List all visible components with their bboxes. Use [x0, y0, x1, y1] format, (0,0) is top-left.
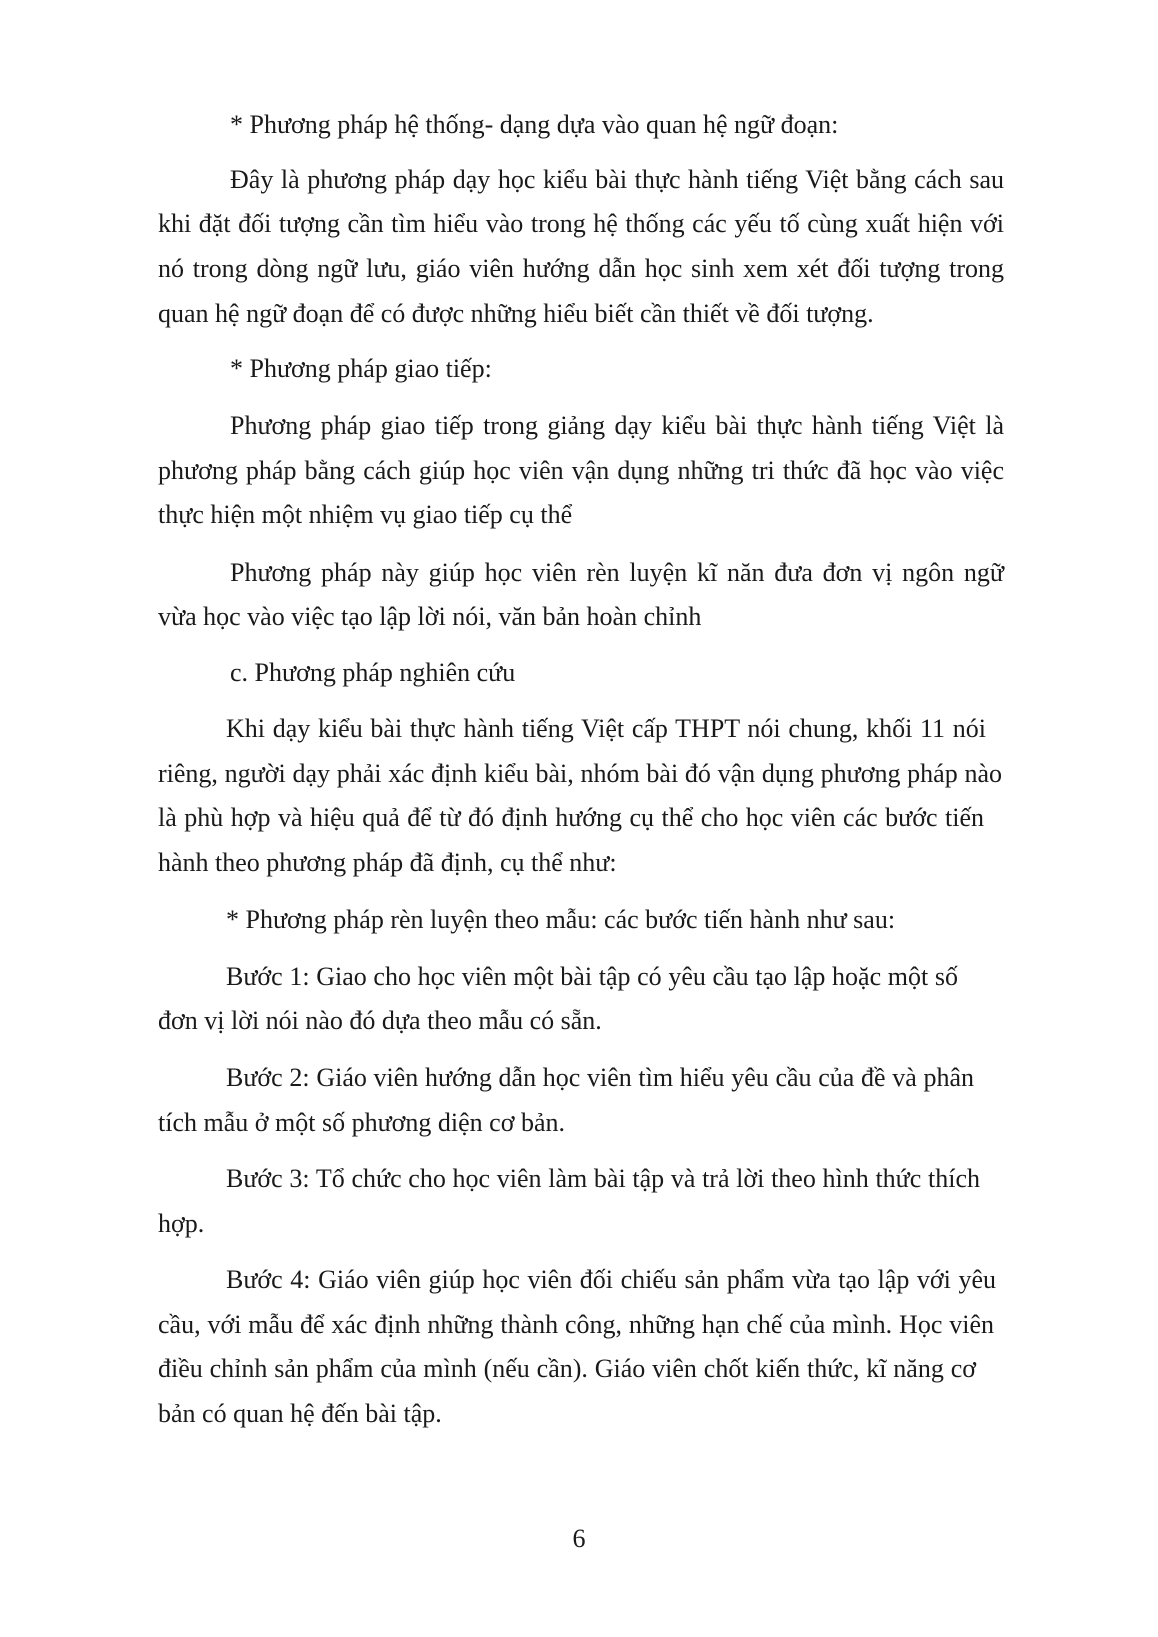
step-3-line: hợp. — [158, 1209, 205, 1238]
step-4-line: Bước 4: Giáo viên giúp học viên đối chiếu sản phẩm vừa tạo lập với yêu — [226, 1265, 996, 1294]
heading-communication-method: * Phương pháp giao tiếp: — [230, 354, 492, 383]
heading-research-method: c. Phương pháp nghiên cứu — [230, 658, 516, 687]
paragraph-line: riêng, người dạy phải xác định kiểu bài, nhóm bài đó vận dụng phương pháp nào — [158, 759, 1002, 788]
paragraph-line: nó trong dòng ngữ lưu, giáo viên hướng dẫn học sinh xem xét đối tượng trong — [158, 254, 1004, 283]
paragraph-line: khi đặt đối tượng cần tìm hiểu vào trong hệ thống các yếu tố cùng xuất hiện với — [158, 209, 1004, 238]
step-4-line: điều chỉnh sản phẩm của mình (nếu cần). Giáo viên chốt kiến thức, kĩ năng cơ — [158, 1354, 976, 1383]
heading-syntagmatic-method: * Phương pháp hệ thống- dạng dựa vào quan hệ ngữ đoạn: — [230, 110, 839, 139]
heading-model-practice-method: * Phương pháp rèn luyện theo mẫu: các bước tiến hành như sau: — [226, 905, 896, 934]
paragraph-line: quan hệ ngữ đoạn để có được những hiểu biết cần thiết về đối tượng. — [158, 299, 874, 328]
step-1-line: Bước 1: Giao cho học viên một bài tập có yêu cầu tạo lập hoặc một số — [226, 962, 958, 991]
paragraph-line: phương pháp bằng cách giúp học viên vận dụng những tri thức đã học vào việc — [158, 456, 1004, 485]
paragraph-line: vừa học vào việc tạo lập lời nói, văn bản hoàn chỉnh — [158, 602, 702, 631]
paragraph-line: thực hiện một nhiệm vụ giao tiếp cụ thể — [158, 500, 573, 529]
paragraph-line: Khi dạy kiểu bài thực hành tiếng Việt cấp THPT nói chung, khối 11 nói — [226, 714, 986, 743]
step-2-line: Bước 2: Giáo viên hướng dẫn học viên tìm hiểu yêu cầu của đề và phân — [226, 1063, 974, 1092]
step-4-line: cầu, với mẫu để xác định những thành công, những hạn chế của mình. Học viên — [158, 1310, 994, 1339]
paragraph-line: Đây là phương pháp dạy học kiểu bài thực hành tiếng Việt bằng cách sau — [230, 165, 1004, 194]
step-3-line: Bước 3: Tổ chức cho học viên làm bài tập và trả lời theo hình thức thích — [226, 1164, 980, 1193]
paragraph-line: là phù hợp và hiệu quả để từ đó định hướng cụ thể cho học viên các bước tiến — [158, 803, 984, 832]
step-1-line: đơn vị lời nói nào đó dựa theo mẫu có sẵn. — [158, 1006, 602, 1035]
paragraph-line: hành theo phương pháp đã định, cụ thể như: — [158, 848, 617, 877]
paragraph-line: Phương pháp giao tiếp trong giảng dạy kiểu bài thực hành tiếng Việt là — [230, 411, 1004, 440]
paragraph-line: Phương pháp này giúp học viên rèn luyện kĩ năn đưa đơn vị ngôn ngữ — [230, 558, 1004, 587]
step-4-line: bản có quan hệ đến bài tập. — [158, 1399, 442, 1428]
step-2-line: tích mẫu ở một số phương diện cơ bản. — [158, 1108, 565, 1137]
page-number: 6 — [572, 1524, 586, 1553]
